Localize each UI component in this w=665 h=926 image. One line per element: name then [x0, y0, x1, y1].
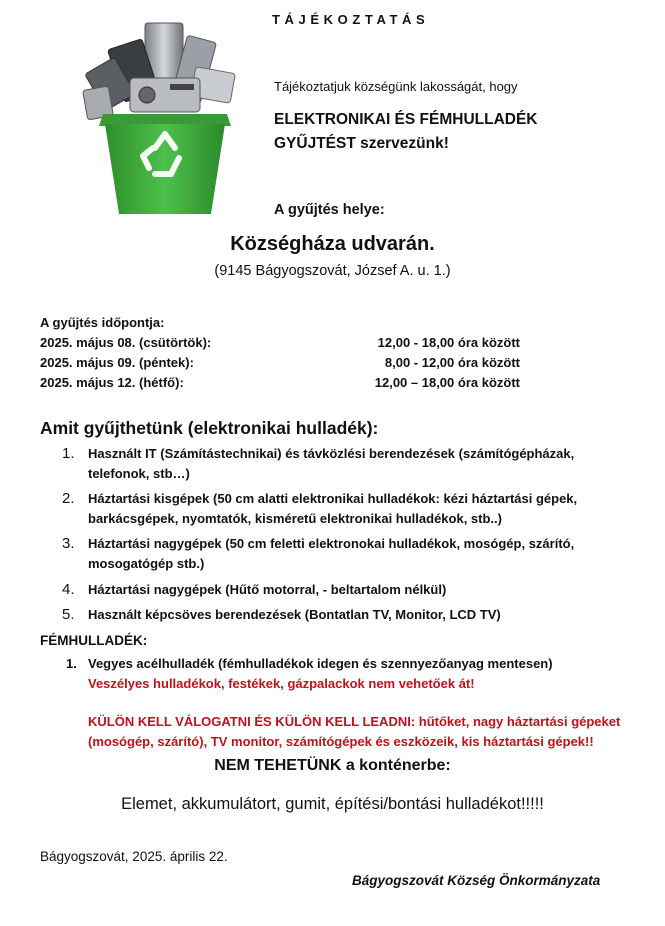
list-text: Háztartási kisgépek (50 cm alatti elektronikai hulladékok: kézi háztartási gépek, barkácsgépek, nyomtatók, kisméretű elektronikai hulladékok, stb..) — [88, 491, 578, 526]
list-text: Használt képcsöves berendezések (Bontatlan TV, Monitor, LCD TV) — [88, 607, 501, 623]
list-text: Háztartási nagygépek (50 cm feletti elektronokai hulladékok, mosógép, szárító, mosogatógép stb.) — [88, 536, 575, 571]
collect-title: Amit gyűjthetünk (elektronikai hulladék): — [40, 418, 379, 438]
date-row — [40, 353, 520, 373]
date-time: 12,00 - 18,00 óra között — [377, 335, 520, 350]
list-item — [62, 444, 622, 483]
list-item — [66, 654, 626, 694]
list-number: 2. — [62, 490, 75, 508]
recycle-bin-electronics-icon — [75, 18, 250, 218]
page-title: TÁJÉKOZTATÁS — [272, 12, 430, 27]
list-text: Vegyes acélhulladék (fémhulladékok idegen és szennyezőanyag mentesen) — [88, 656, 553, 671]
date-day: 2025. május 09. (péntek): — [40, 355, 194, 370]
list-item — [62, 489, 622, 528]
list-number: 4. — [62, 580, 75, 598]
place-address: (9145 Bágyogszovát, József A. u. 1.) — [214, 263, 451, 279]
metal-list — [66, 654, 626, 694]
dates-block — [40, 313, 520, 393]
date-place: Bágyogszovát, 2025. április 22. — [40, 849, 228, 864]
list-text: Használt IT (Számítástechnikai) és távközlési berendezések (számítógépházak, telefonok, stb…) — [88, 446, 575, 481]
date-time: 8,00 - 12,00 óra között — [384, 355, 520, 370]
list-number: 1. — [66, 656, 77, 671]
intro-text: Tájékoztatjuk községünk lakosságát, hogy — [274, 79, 518, 94]
list-item — [62, 534, 622, 573]
cannot-items: Elemet, akkumulátort, gumit, építési/bontási hulladékot!!!!! — [121, 795, 544, 813]
date-time: 12,00 – 18,00 óra között — [374, 375, 520, 390]
headline — [274, 108, 538, 156]
date-row — [40, 373, 520, 393]
list-item — [62, 580, 622, 600]
metal-title: FÉMHULLADÉK: — [40, 633, 148, 648]
list-text: Háztartási nagygépek (Hűtő motorral, - beltartalom nélkül) — [88, 581, 447, 597]
dates-label: A gyűjtés időpontja: — [40, 315, 165, 330]
list-number: 1. — [62, 445, 75, 462]
metal-warning: Veszélyes hulladékok, festékek, gázpalackok nem vehetőek át! — [88, 676, 475, 691]
place-label: A gyűjtés helye: — [274, 202, 385, 218]
headline-line-2: GYŰJTÉST szervezünk! — [274, 135, 449, 152]
cannot-title: NEM TEHETÜNK a konténerbe: — [214, 757, 451, 774]
list-number: 5. — [62, 606, 75, 624]
list-number: 3. — [62, 535, 75, 553]
place-name: Községháza udvarán. — [230, 233, 435, 255]
separate-notice: KÜLÖN KELL VÁLOGATNI ÉS KÜLÖN KELL LEADNI: hűtőket, nagy háztartási gépeket (mosógép, szárító), TV monitor, számítógépek és eszközeik, kis háztartási gépek!! — [88, 714, 621, 749]
date-day: 2025. május 08. (csütörtök): — [40, 335, 212, 350]
date-day: 2025. május 12. (hétfő): — [40, 375, 184, 390]
list-item — [62, 605, 622, 625]
signature: Bágyogszovát Község Önkormányzata — [352, 873, 601, 888]
collect-list — [62, 444, 622, 631]
date-row — [40, 333, 520, 353]
headline-line-1: ELEKTRONIKAI ÉS FÉMHULLADÉK — [274, 111, 538, 128]
